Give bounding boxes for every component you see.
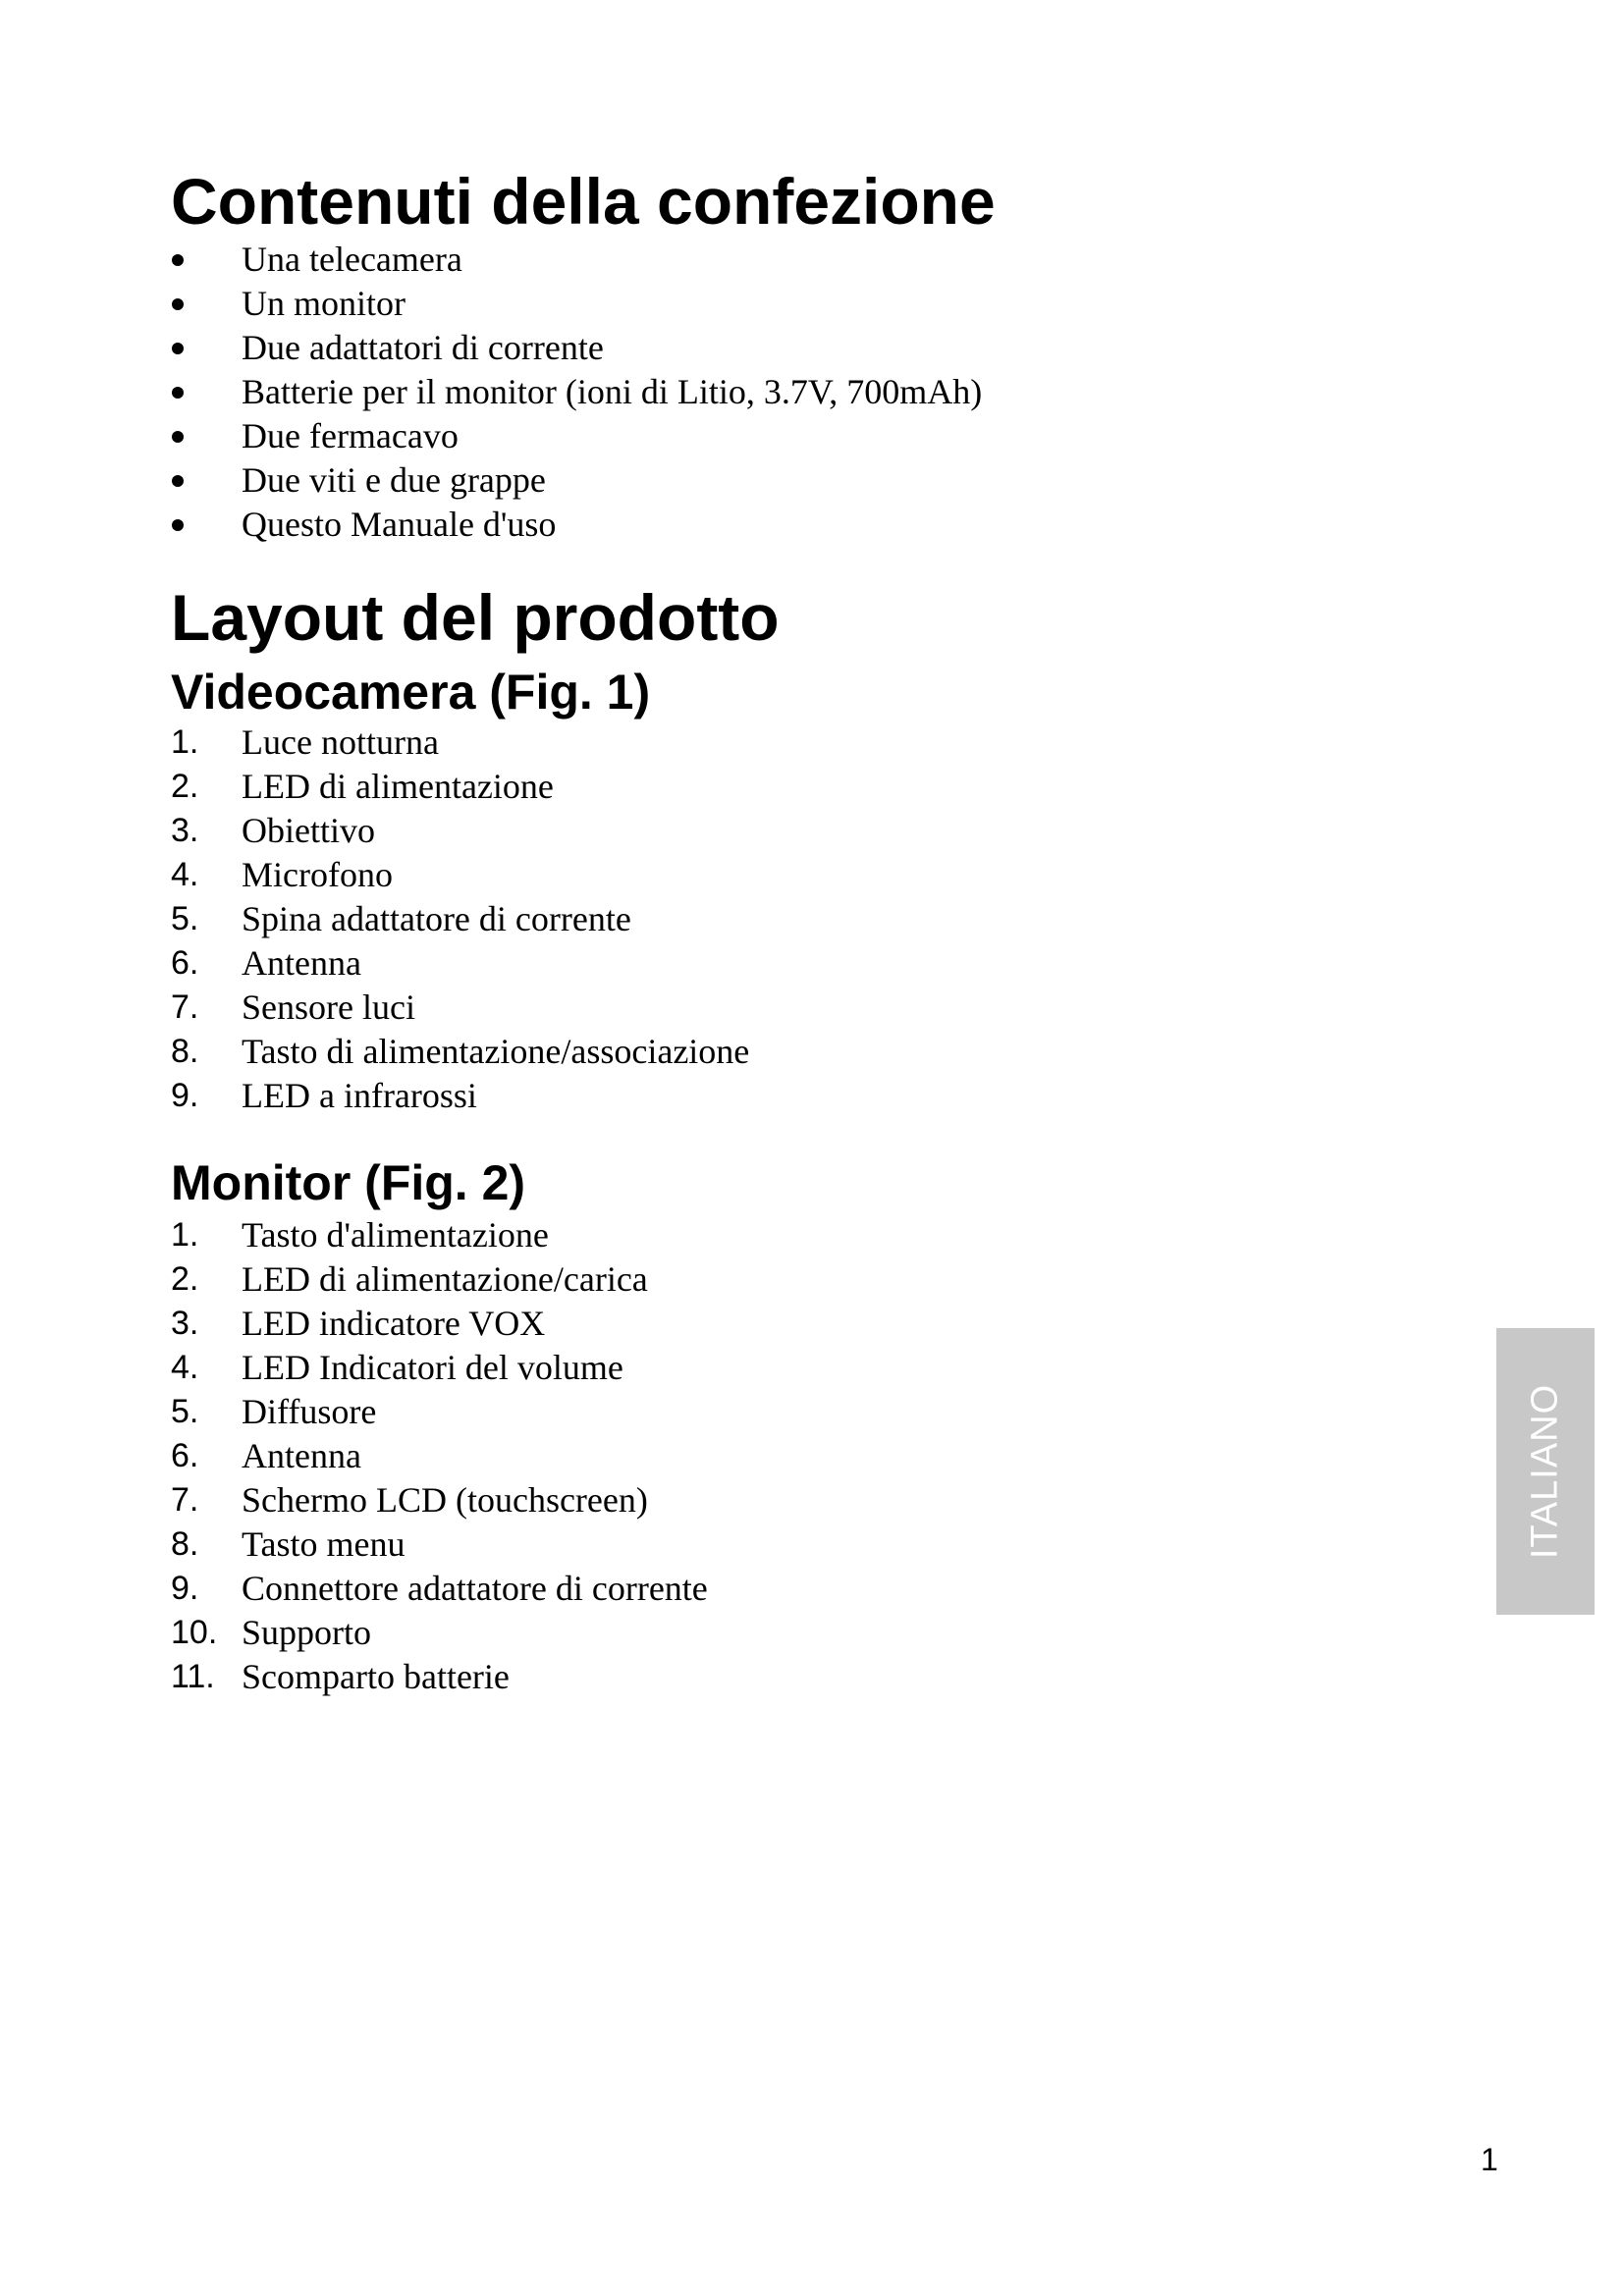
bullet-icon xyxy=(172,387,184,399)
camera-heading: Videocamera (Fig. 1) xyxy=(171,665,651,720)
bullet-icon xyxy=(172,475,184,487)
monitor-heading: Monitor (Fig. 2) xyxy=(171,1155,526,1210)
layout-heading: Layout del prodotto xyxy=(171,581,780,654)
bullet-icon xyxy=(172,343,184,354)
bullet-icon xyxy=(172,519,184,531)
bullet-icon xyxy=(172,431,184,443)
page-number: 1 xyxy=(1481,2142,1498,2177)
bullet-icon xyxy=(172,254,184,266)
bullet-icon xyxy=(172,298,184,310)
language-tab xyxy=(1496,1328,1595,1615)
contents-heading: Contenuti della confezione xyxy=(171,165,996,238)
manual-page: Contenuti della confezione Una telecamera Un monitor Due adattatori di corrente Batterie per il monitor (ioni di Litio, 3.7V, 700mAh) Due fermacavo Due viti e due grappe Questo Manuale d'uso Layout del prodotto Videocamera (Fig. 1) 1. Luce notturna 2. LED di alimentazione 3. Obiettivo 4. Microfono 5. Spina adattatore di corrente 6. Antenna 7. Sensore luci 8. Tasto di alimentazione/associazione 9. LED a infrarossi Monitor (Fig. 2) 1. Tasto d'alimentazione 2. LED di alimentazione/carica 3. LED indicatore VOX 4. LED Indicatori del volume 5. Diffusore 6. Antenna 7. Schermo LCD (touchscreen) 8. Tasto menu 9. Connettore adattatore di corrente 10. Supporto 11. Scomparto batterie ITALIANO 1 xyxy=(0,0,1624,2296)
language-tab-label: ITALIANO xyxy=(1524,1383,1566,1560)
